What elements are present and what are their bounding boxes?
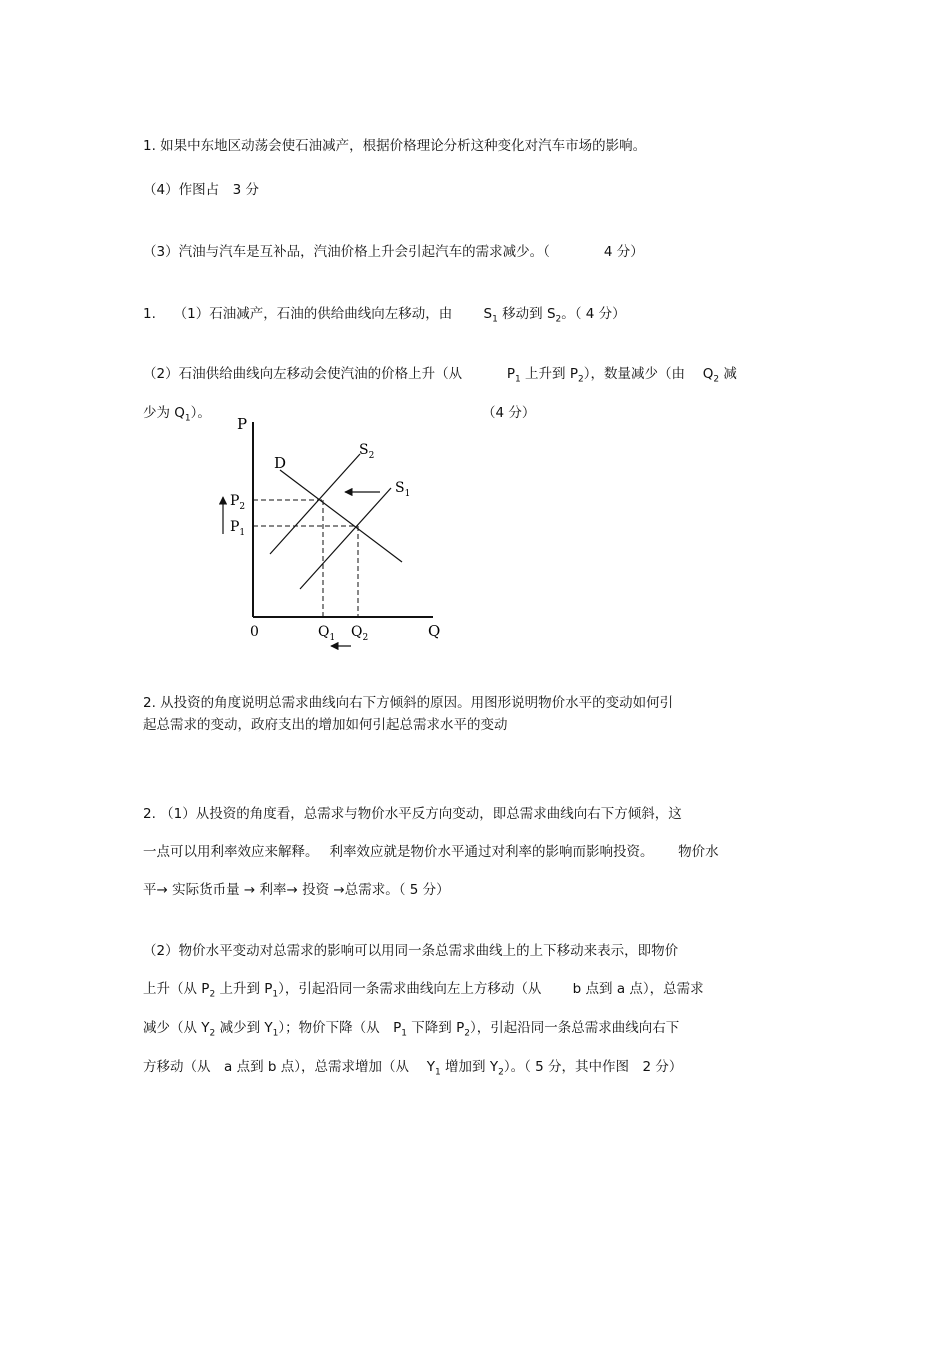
q2-answer2-line4-c: ）。（ 5 分，其中作图 2 分） — [503, 1059, 683, 1075]
q1-answer2-sub1: 1 — [515, 374, 521, 385]
origin-label: 0 — [250, 624, 259, 640]
q2-answer2-line3-a: 减少（从 Y — [143, 1020, 210, 1036]
q2-letter: Q — [351, 624, 363, 640]
q2-answer2-line3-d: 下降到 P — [406, 1020, 465, 1036]
q2-tick-label — [351, 624, 368, 643]
q1-answer2-line2-a: 少为 Q — [143, 405, 185, 421]
s2-letter: S — [359, 442, 369, 458]
q1-answer1-prefix: 1. （1）石油减产，石油的供给曲线向左移动，由 S — [143, 306, 493, 322]
q2-answer2-line4-a: 方移动（从 a 点到 b 点），总需求增加（从 Y — [143, 1059, 436, 1075]
supply-demand-figure — [218, 412, 458, 662]
q1-subscript: 1 — [329, 633, 336, 643]
q2-answer2-line3-c: ）；物价下降（从 P — [278, 1020, 402, 1036]
s2-label — [359, 442, 374, 461]
q1-answer2-line1 — [143, 365, 737, 389]
supply-curve-s1 — [300, 488, 391, 589]
q2-answer2-line3 — [143, 1019, 679, 1043]
q1-answer1-mid: 移动到 S — [497, 306, 556, 322]
q1-answer2-sub3: 2 — [713, 374, 720, 385]
q2-answer2-line1: （2）物价水平变动对总需求的影响可以用同一条总需求曲线上的上下移动来表示，即物价 — [143, 943, 679, 959]
q2-answer2-line4 — [143, 1058, 682, 1082]
q1-answer2-c: ），数量减少（由 Q — [583, 366, 714, 382]
q2-answer2-line2-a: 上升（从 P — [143, 981, 210, 997]
q2-answer2-line2-s1: 2 — [209, 989, 216, 1000]
q2-answer1-line2: 一点可以用利率效应来解释。 利率效应就是物价水平通过对利率的影响而影响投资。 物价水 — [143, 844, 719, 860]
q2-answer2-line3-e: ），引起沿同一条总需求曲线向右下 — [469, 1020, 680, 1036]
q2-answer2-line3-s2: 1 — [272, 1028, 279, 1039]
q2-answer2-line2 — [143, 980, 704, 1004]
q1-question: 1. 如果中东地区动荡会使石油减产，根据价格理论分析这种变化对汽车市场的影响。 — [143, 138, 647, 154]
axis-label-q: Q — [428, 622, 441, 640]
q1-answer2-d: 减 — [719, 366, 737, 382]
q1-part3: （3）汽油与汽车是互补品，汽油价格上升会引起汽车的需求减少。（ 4 分） — [143, 244, 644, 260]
q2-answer1-line3: 平→ 实际货币量 → 利率→ 投资 →总需求。（ 5 分） — [143, 882, 450, 898]
q2-answer2-line3-s1: 2 — [209, 1028, 216, 1039]
q2-answer2-line2-s2: 1 — [272, 989, 279, 1000]
q1-answer2-b: 上升到 P — [520, 366, 578, 382]
q2-answer1-line1: 2. （1）从投资的角度看，总需求与物价水平反方向变动，即总需求曲线向右下方倾斜，这 — [143, 806, 682, 822]
p1-subscript: 1 — [239, 528, 246, 538]
q1-answer2-line2-b: ）。 — [190, 405, 211, 421]
p2-subscript: 2 — [239, 502, 246, 512]
p2-label — [230, 493, 245, 512]
q1-part4: （4）作图占 3 分 — [143, 182, 259, 198]
p1-letter: P — [230, 519, 240, 535]
p2-letter: P — [230, 493, 240, 509]
q2-answer2-line2-c: ），引起沿同一条需求曲线向左上方移动（从 b 点到 a 点），总需求 — [278, 981, 704, 997]
q2-answer2-line4-s1: 1 — [435, 1067, 441, 1078]
q2-answer2-line3-s4: 2 — [464, 1028, 470, 1039]
q2-answer2-line4-s2: 2 — [498, 1067, 504, 1078]
q1-answer1 — [143, 305, 626, 329]
q2-subscript: 2 — [362, 633, 369, 643]
s2-subscript: 2 — [368, 451, 375, 461]
q1-tick-label — [318, 624, 335, 643]
s1-subscript: 1 — [404, 489, 411, 499]
q2-answer2-line3-s3: 1 — [401, 1028, 407, 1039]
q1-answer2-a: （2）石油供给曲线向左移动会使汽油的价格上升（从 P — [143, 366, 516, 382]
q2-answer2-line3-b: 减少到 Y — [215, 1020, 273, 1036]
q2-answer2-line4-b: 增加到 Y — [440, 1059, 499, 1075]
q1-answer1-sub1: 1 — [492, 314, 498, 325]
demand-label: D — [274, 454, 287, 472]
q1-answer2-line2-sub: 1 — [184, 413, 191, 424]
q1-answer2-score: （4 分） — [482, 405, 536, 421]
q2-question-line2: 起总需求的变动，政府支出的增加如何引起总需求水平的变动 — [143, 717, 508, 733]
demand-curve — [280, 470, 402, 562]
q1-answer1-suffix: 。（ 4 分） — [561, 306, 626, 322]
p1-label — [230, 519, 245, 538]
s1-letter: S — [395, 480, 405, 496]
s1-label — [395, 480, 410, 499]
q1-answer1-sub2: 2 — [555, 314, 562, 325]
q1-answer2-line2 — [143, 404, 211, 428]
q2-answer2-line2-b: 上升到 P — [215, 981, 273, 997]
q1-letter: Q — [318, 624, 330, 640]
q1-answer2-sub2: 2 — [578, 374, 584, 385]
axis-label-p: P — [237, 415, 248, 433]
q2-question-line1: 2. 从投资的角度说明总需求曲线向右下方倾斜的原因。用图形说明物价水平的变动如何引 — [143, 695, 674, 711]
